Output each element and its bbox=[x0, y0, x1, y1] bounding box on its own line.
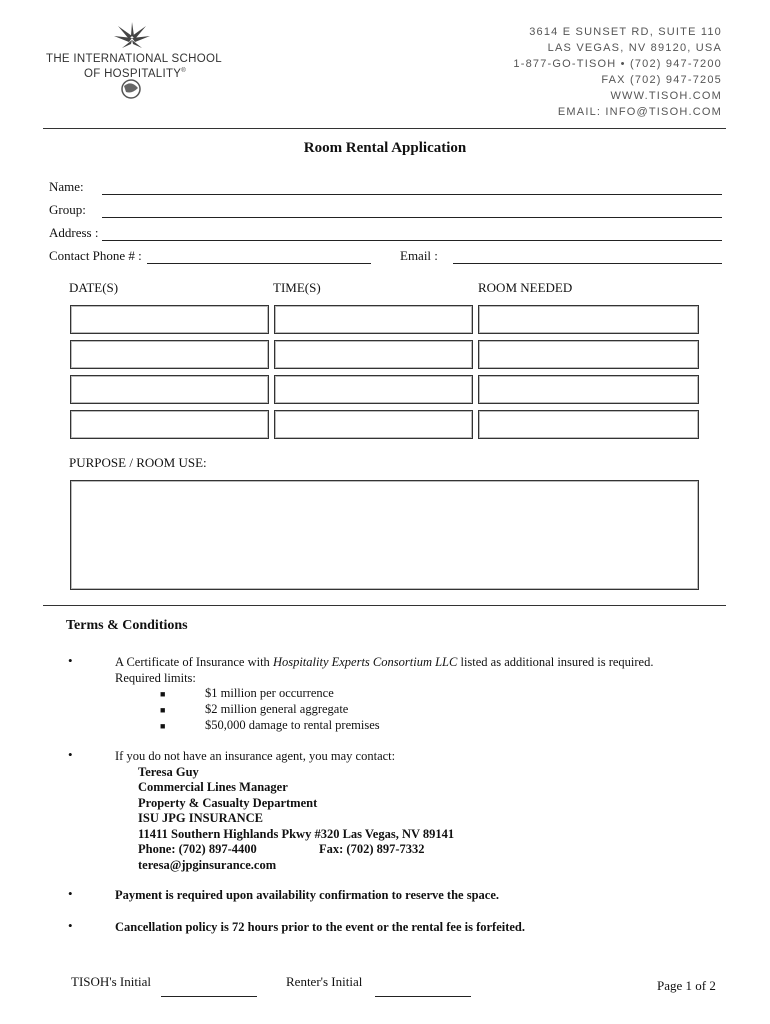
contact-company: ISU JPG INSURANCE bbox=[138, 811, 264, 825]
col-times-header: TIME(S) bbox=[273, 280, 321, 295]
name-field[interactable] bbox=[102, 194, 722, 195]
renter-initial-label: Renter's Initial bbox=[286, 974, 363, 989]
square-bullet-3-icon: ■ bbox=[160, 721, 166, 731]
room-input-1[interactable] bbox=[478, 305, 699, 334]
phone-field[interactable] bbox=[147, 263, 371, 264]
bullet-3-icon: • bbox=[68, 886, 73, 901]
time-input-3[interactable] bbox=[274, 375, 473, 404]
group-label: Group: bbox=[49, 202, 86, 217]
room-input-3[interactable] bbox=[478, 375, 699, 404]
address-email: EMAIL: INFO@TISOH.COM bbox=[557, 106, 722, 118]
col-dates-header: DATE(S) bbox=[69, 280, 119, 295]
date-input-1[interactable] bbox=[70, 305, 269, 334]
page-number: Page 1 of 2 bbox=[657, 978, 716, 993]
time-input-4[interactable] bbox=[274, 410, 473, 439]
address-label: Address : bbox=[49, 225, 99, 240]
square-bullet-1-icon: ■ bbox=[160, 689, 166, 699]
terms-heading: Terms & Conditions bbox=[66, 618, 188, 633]
email-label: Email : bbox=[400, 248, 438, 263]
contact-phone: Phone: (702) 897-4400 bbox=[138, 842, 257, 856]
address-phone: 1-877-GO-TISOH • (702) 947-7200 bbox=[513, 58, 722, 70]
page-title: Room Rental Application bbox=[303, 140, 467, 156]
date-input-4[interactable] bbox=[70, 410, 269, 439]
room-input-4[interactable] bbox=[478, 410, 699, 439]
address-city: LAS VEGAS, NV 89120, USA bbox=[547, 42, 722, 54]
bullet-4-icon: • bbox=[68, 918, 73, 933]
contact-name: Teresa Guy bbox=[138, 765, 199, 779]
payment-term: Payment is required upon availability confirmation to reserve the space. bbox=[115, 888, 500, 902]
purpose-textarea[interactable] bbox=[70, 480, 699, 590]
col-room-header: ROOM NEEDED bbox=[478, 280, 573, 295]
school-name-line2: OF HOSPITALITY® bbox=[84, 68, 187, 80]
email-field[interactable] bbox=[453, 263, 722, 264]
room-input-2[interactable] bbox=[478, 340, 699, 369]
contact-dept: Property & Casualty Department bbox=[138, 796, 318, 810]
terms-insurance: A Certificate of Insurance with Hospitality Experts Consortium LLC listed as additional insured is required. Required limits: bbox=[115, 655, 654, 685]
time-input-2[interactable] bbox=[274, 340, 473, 369]
address-field[interactable] bbox=[102, 240, 722, 241]
time-input-1[interactable] bbox=[274, 305, 473, 334]
agent-intro: If you do not have an insurance agent, you may contact: bbox=[115, 749, 396, 763]
square-bullet-2-icon: ■ bbox=[160, 705, 166, 715]
bullet-1-icon: • bbox=[68, 653, 73, 668]
contact-address: 11411 Southern Highlands Pkwy #320 Las Vegas, NV 89141 bbox=[138, 827, 455, 841]
address-street: 3614 E SUNSET RD, SUITE 110 bbox=[529, 26, 722, 38]
contact-title: Commercial Lines Manager bbox=[138, 780, 288, 794]
purpose-label: PURPOSE / ROOM USE: bbox=[69, 455, 207, 470]
terms-divider bbox=[43, 605, 726, 606]
name-label: Name: bbox=[49, 179, 84, 194]
address-web: WWW.TISOH.COM bbox=[610, 90, 722, 102]
limit-aggregate: $2 million general aggregate bbox=[205, 702, 349, 716]
cancellation-term: Cancellation policy is 72 hours prior to the event or the rental fee is forfeited. bbox=[115, 920, 526, 934]
bullet-2-icon: • bbox=[68, 747, 73, 762]
address-fax: FAX (702) 947-7205 bbox=[601, 74, 722, 86]
limit-premises: $50,000 damage to rental premises bbox=[205, 718, 380, 732]
group-field[interactable] bbox=[102, 217, 722, 218]
phone-label: Contact Phone # : bbox=[49, 248, 142, 263]
renter-initial-field[interactable] bbox=[375, 996, 471, 997]
school-name-line1: THE INTERNATIONAL SCHOOL bbox=[46, 53, 222, 65]
date-input-2[interactable] bbox=[70, 340, 269, 369]
tisoh-initial-label: TISOH's Initial bbox=[71, 974, 151, 989]
limit-occurrence: $1 million per occurrence bbox=[205, 686, 334, 700]
tisoh-initial-field[interactable] bbox=[161, 996, 257, 997]
contact-fax: Fax: (702) 897-7332 bbox=[319, 842, 425, 856]
contact-email[interactable]: teresa@jpginsurance.com bbox=[138, 858, 277, 872]
date-input-3[interactable] bbox=[70, 375, 269, 404]
header-divider bbox=[43, 128, 726, 129]
